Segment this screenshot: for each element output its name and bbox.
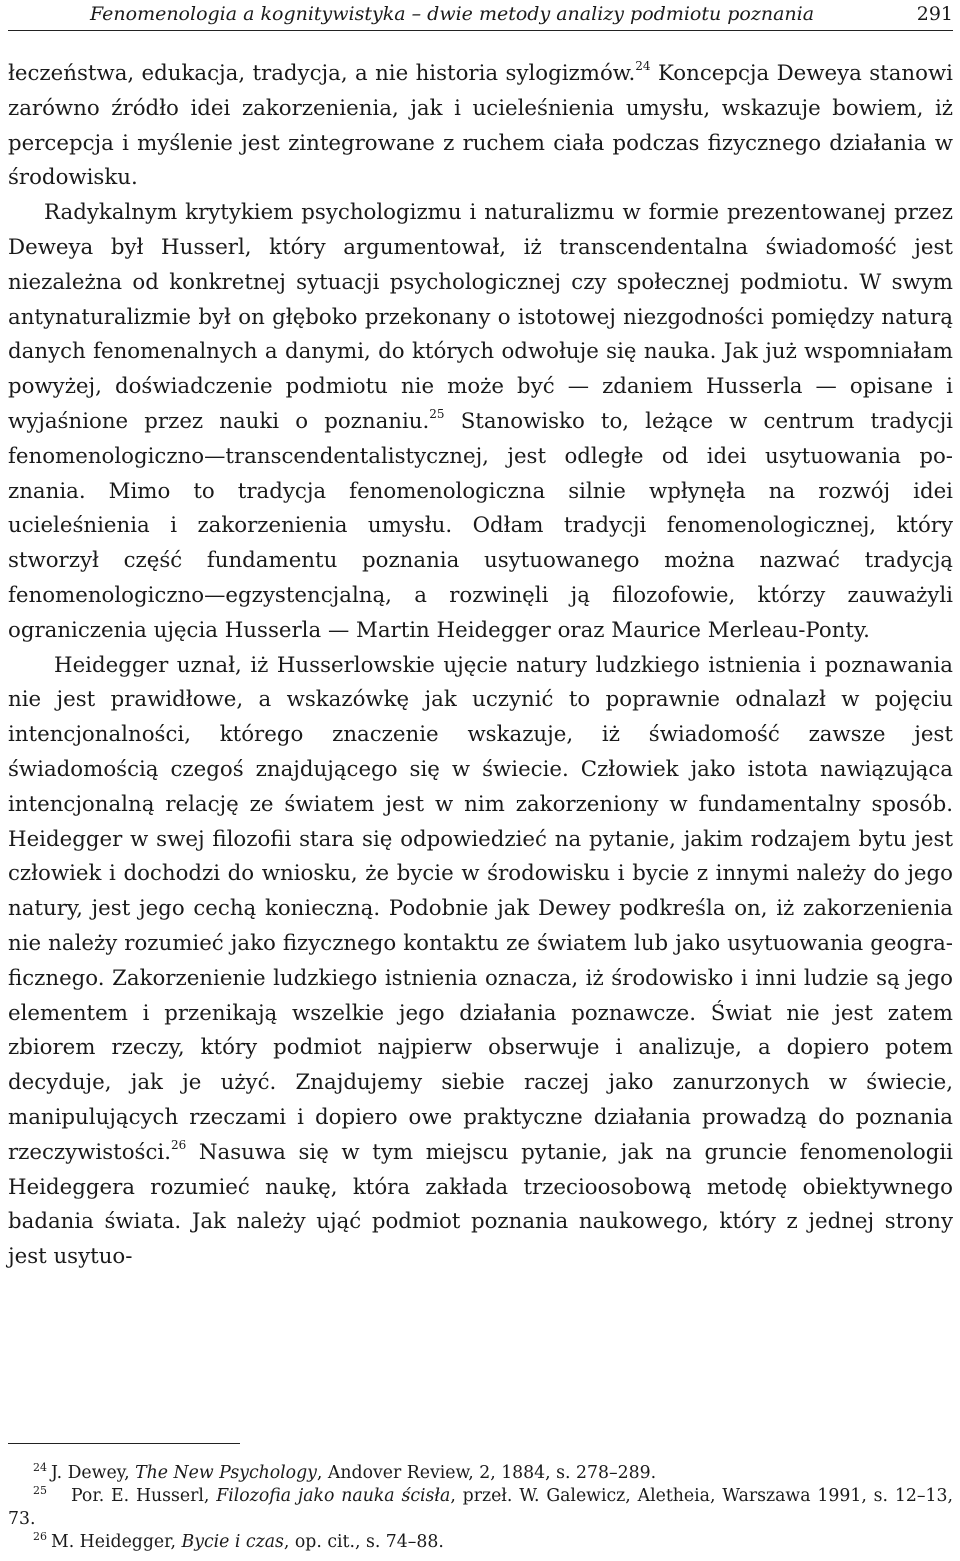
footnote-text: , op. cit., s. 74–88. — [283, 1532, 444, 1552]
footnote-26 — [8, 1531, 953, 1554]
paragraph-2-text-a: Radykalnym krytykiem psychologizmu i naturalizmu w formie prezentowanej przez Deweya był Husserl, który argumentował, iż transcendentalna świadomość jest niezależna od konkretnej sytuacji psychologicznej czy społecznej podmiotu. W swym antynaturalizmie był on głęboko przekonany o istotowej niezgodności pomiędzy naturą danych fenomenalnych a danymi, do których odwołuje się nauka. Jak już wspomniałam powyżej, doświadczenie podmiotu nie może być — zdaniem Husserla — opisane i wyjaśnione przez nauki o poznaniu. — [8, 200, 953, 434]
paragraph-2-text-b: Stanowisko to, leżące w centrum tradycji fenomenologiczno—transcendentalistycznej, jest odległe od idei usytuowania poznania. Mimo to tradycja fenomenologiczna silnie wpłynęła na rozwój idei ucieleśnienia i zakorzenienia umysłu. Odłam tradycji fenomenologicznej, który stworzył część fundamentu poznania usytuowanego można nazwać tradycją fenomenologiczno—egzystencjalną, a rozwinęli ją filozofowie, którzy zauważyli ograniczenia ujęcia Husserla — Martin Heidegger oraz Maurice Merleau-Ponty. — [8, 408, 953, 643]
header-rule — [8, 30, 953, 31]
footnote-text: J. Dewey, — [51, 1463, 136, 1483]
footnote-title: The New Psychology — [135, 1463, 317, 1483]
footnote-mark: 25 — [33, 1484, 47, 1498]
footnote-24 — [8, 1462, 953, 1485]
footnote-title: Bycie i czas — [181, 1532, 284, 1552]
footnotes — [8, 1462, 953, 1554]
footnote-separator — [8, 1443, 240, 1444]
paragraph-3-text-a: Heidegger uznał, iż Husserlowskie ujęcie natury ludzkiego istnienia i poznawania nie jest prawidłowe, a wskazówkę jak uczynić to poprawnie odnalazł w pojęciu intencjonalności, którego znaczenie wskazuje, iż świadomość zawsze jest świadomością czegoś znajdującego się w świecie. Człowiek jako istota nawiązująca intencjonalną relację ze światem jest w nim zakorzeniony w fundamentalny sposób. Heidegger w swej filozofii stara się odpowiedzieć na pytanie, jakim rodzajem bytu jest człowiek i dochodzi do wniosku, że bycie w środowisku i bycie z innymi należy do jego natury, jest jego cechą konieczną. Podobnie jak Dewey podkreśla on, iż zakorzenienia nie należy rozumieć jako fizycznego kontaktu ze światem lub jako usytuowania geograficznego. Zakorzenienie ludzkiego istnienia oznacza, iż środowisko i inni ludzie są jego elementem i przenikają wszelkie jego działania poznawcze. Świat nie jest zatem zbiorem rzeczy, który podmiot najpierw obserwuje i analizuje, a dopiero potem decyduje, jak je użyć. Znajdujemy siebie raczej jako zanurzonych w świecie, manipulujących rzeczami i dopiero owe praktyczne działania prowadzą do poznania rzeczywistości. — [8, 652, 953, 1165]
footnote-25 — [8, 1485, 953, 1531]
page-number: 291 — [916, 3, 953, 25]
paragraph-3-text-b: Nasuwa się w tym miejscu pytanie, jak na gruncie fenomenologii Heideggera rozumieć naukę, która zakłada trzecioosobową metodę obiektywnego badania świata. Jak należy ująć podmiot poznania naukowego, który z jednej strony jest usytuo- — [8, 1139, 953, 1270]
footnote-title: Filozofia jako nauka ścisła — [216, 1486, 451, 1506]
body-text — [8, 57, 953, 1275]
paragraph-2 — [8, 196, 953, 648]
paragraph-1-text-a: łeczeństwa, edukacja, tradycja, a nie historia sylogizmów. — [8, 61, 636, 86]
paragraph-1-text-b: Koncepcja Deweya stanowi zarówno źródło idei zakorzenienia, jak i ucieleśnienia umysłu, wskazuje bowiem, iż percepcja i myślenie jest zintegrowane z ruchem ciała podczas fizycznego działania w środowisku. — [8, 61, 953, 191]
footnote-text: , Andover Review, 2, 1884, s. 278–289. — [316, 1463, 657, 1483]
footnote-ref-24[interactable]: 24 — [635, 58, 651, 73]
paragraph-1 — [8, 57, 953, 196]
running-head — [8, 2, 953, 32]
footnote-text: M. Heidegger, — [51, 1532, 182, 1552]
running-head-title: Fenomenologia a kognitywistyka – dwie metody analizy podmiotu poznania — [90, 3, 815, 25]
paragraph-3 — [8, 649, 953, 1275]
footnote-text: , przeł. W. Galewicz, Aletheia, Warszawa 1991, s. 12–13, 73. — [8, 1486, 953, 1529]
footnote-ref-25[interactable]: 25 — [429, 406, 445, 421]
footnote-mark: 26 — [33, 1530, 47, 1544]
footnote-ref-26[interactable]: 26 — [170, 1137, 187, 1152]
footnote-text: Por. E. Husserl, — [71, 1486, 217, 1506]
footnote-mark: 24 — [33, 1461, 47, 1475]
